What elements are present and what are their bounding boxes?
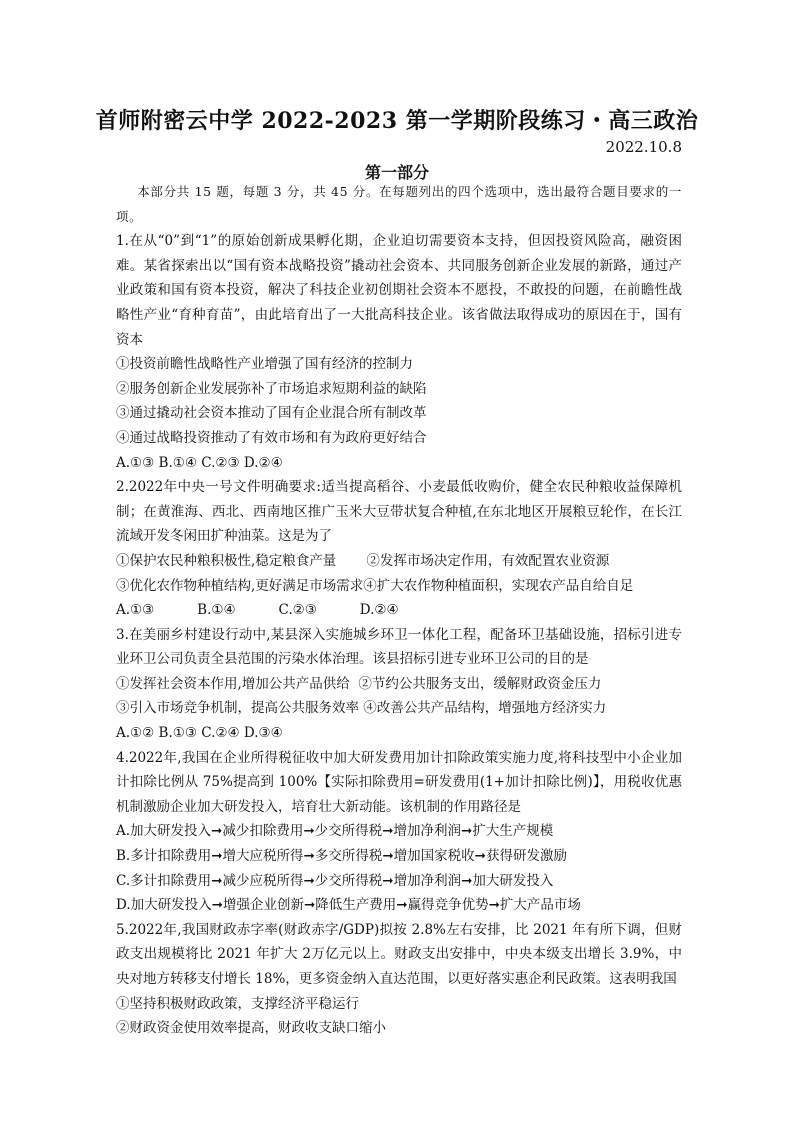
section-heading: 第一部分 bbox=[364, 163, 429, 182]
statement-item: ①发挥社会资本作用,增加公共产品供给 ②节约公共服务支出，缓解财政资金压力 bbox=[116, 675, 602, 692]
question-3 bbox=[116, 623, 682, 746]
statement-item: ③通过撬动社会资本推动了国有企业混合所有制改革 bbox=[116, 405, 427, 422]
exam-body bbox=[116, 180, 682, 1041]
question-stem: 2.2022年中央一号文件明确要求:适当提高稻谷、小麦最低收购价，健全农民种粮收益保障机制；在黄淮海、西北、西南地区推广玉米大豆带状复合种植,在东北地区开展粮豆轮作，在长江流域开发冬闲田扩种油菜。这是为了 bbox=[116, 479, 682, 545]
answer-option-d: D.加大研发投入➞增强企业创新➞降低生产费用➞赢得竞争优势➞扩大产品市场 bbox=[116, 897, 581, 914]
answer-options: A.①② B.①③ C.②④ D.③④ bbox=[116, 725, 283, 742]
statement-item: ①保护农民种粮积极性,稳定粮食产量 ②发挥市场决定作用，有效配置农业资源 bbox=[116, 552, 610, 569]
statement-item: ②服务创新企业发展弥补了市场追求短期利益的缺陷 bbox=[116, 380, 427, 397]
question-2 bbox=[116, 475, 682, 623]
exam-date: 2022.10.8 bbox=[605, 138, 682, 156]
statement-item: ②财政资金使用效率提高，财政收支缺口缩小 bbox=[116, 1020, 386, 1037]
answer-options: A.①③ B.①④ C.②③ D.②④ bbox=[116, 454, 283, 471]
answer-option-b: B.多计扣除费用➞增大应税所得➞多交所得税➞增加国家税收➞获得研发激励 bbox=[116, 848, 567, 865]
section-instructions: 本部分共 15 题，每题 3 分，共 45 分。在每题列出的四个选项中，选出最符合题目要求的一项。 bbox=[116, 184, 682, 224]
statement-item: ④通过战略投资推动了有效市场和有为政府更好结合 bbox=[116, 429, 427, 446]
question-4 bbox=[116, 746, 682, 918]
statement-item: ③优化农作物种植结构,更好满足市场需求④扩大农作物种植面积，实现农产品自给自足 bbox=[116, 577, 634, 594]
statement-item: ①投资前瞻性战略性产业增强了国有经济的控制力 bbox=[116, 356, 413, 373]
answer-option-a: A.加大研发投入➞减少扣除费用➞少交所得税➞增加净利润➞扩大生产规模 bbox=[116, 823, 554, 840]
statement-item: ③引入市场竞争机制，提高公共服务效率 ④改善公共产品结构，增强地方经济实力 bbox=[116, 700, 607, 717]
answer-options: A.①③ B.①④ C.②③ D.②④ bbox=[116, 602, 399, 619]
question-5 bbox=[116, 918, 682, 1041]
answer-option-c: C.多计扣除费用➞减少应税所得➞少交所得税➞增加净利润➞加大研发投入 bbox=[116, 872, 554, 889]
question-stem: 4.2022年,我国在企业所得税征收中加大研发费用加计扣除政策实施力度,将科技型中小企业加计扣除比例从 75%提高到 100%【实际扣除费用=研发费用(1+加计扣除比例)】，用税收优惠机制激励企业加大研发投入，培育壮大新动能。该机制的作用路径是 bbox=[116, 749, 682, 815]
question-stem: 5.2022年,我国财政赤字率(财政赤字/GDP)拟按 2.8%左右安排，比 2021 年有所下调，但财政支出规模将比 2021 年扩大 2万亿元以上。财政支出安排中，中央本级支出增长 3.9%，中央对地方转移支付增长 18%，更多资金纳入直达范围，以更好落实惠企利民政策。这表明我国 bbox=[116, 921, 682, 987]
question-stem: 1.在从“0”到“1”的原始创新成果孵化期，企业迫切需要资本支持，但因投资风险高，融资困难。某省探索出以“国有资本战略投资”撬动社会资本、共同服务创新企业发展的新路，通过产业政策和国有资本投资，解决了科技企业初创期社会资本不愿投，不敢投的问题，在前瞻性战略性产业“育种育苗”，由此培育出了一大批高科技企业。该省做法取得成功的原因在于，国有资本 bbox=[116, 233, 682, 348]
page-title: 首师附密云中学 2022-2023 第一学期阶段练习・高三政治 bbox=[95, 108, 699, 134]
question-stem: 3.在美丽乡村建设行动中,某县深入实施城乡环卫一体化工程，配备环卫基础设施，招标引进专业环卫公司负责全县范围的污染水体治理。该县招标引进专业环卫公司的目的是 bbox=[116, 626, 682, 668]
statement-item: ①坚持积极财政政策，支撑经济平稳运行 bbox=[116, 995, 359, 1012]
question-1 bbox=[116, 229, 682, 475]
